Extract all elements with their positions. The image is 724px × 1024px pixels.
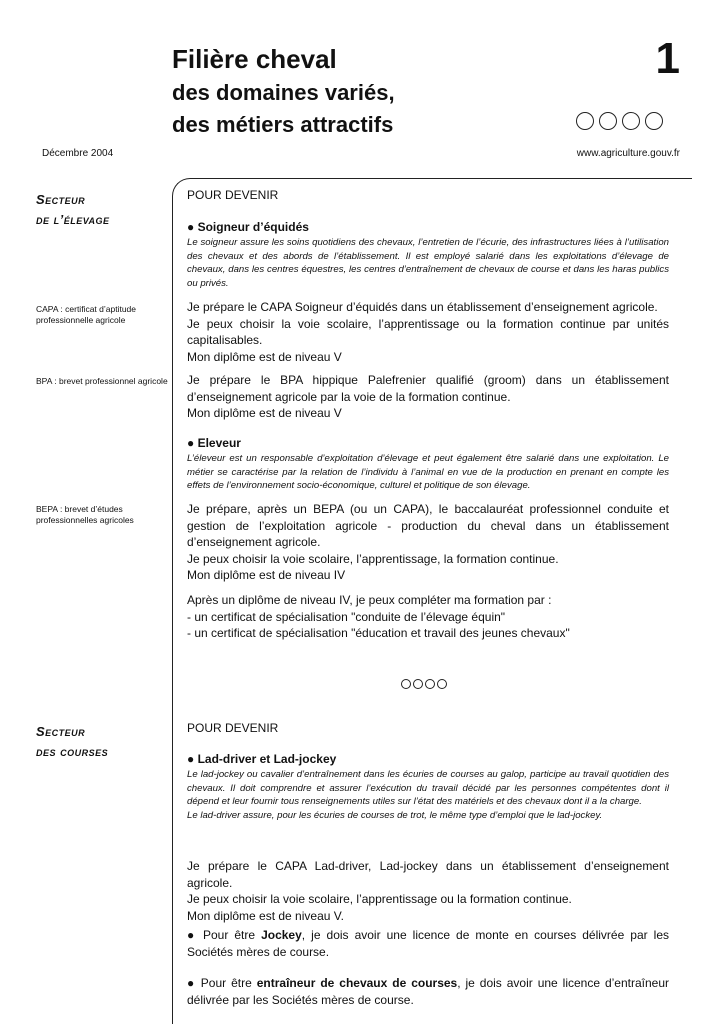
job-title-lad: ● Lad-driver et Lad-jockey	[187, 752, 337, 766]
circle-icon	[645, 112, 663, 130]
text-line: Mon diplôme est de niveau IV	[187, 568, 346, 583]
text-line: Mon diplôme est de niveau V	[187, 349, 342, 364]
page-title: Filière cheval	[172, 44, 337, 74]
text-line: Le lad-jockey ou cavalier d’entraînement dans les écuries de courses au galop, participe au travail quotidien des chevaux. Il doit comprendre et assurer l’exécution du travail décidé par les personnes compétentes dont il dépend et leur fournir tous renseignements utiles sur l’état des matériels et des chevaux dont il a la charge.	[187, 769, 669, 808]
text-line: Mon diplôme est de niveau V.	[187, 908, 344, 923]
sector-racing-heading	[36, 722, 108, 762]
job-title-soigneur: ● Soigneur d’équidés	[187, 220, 309, 234]
sector-label: des courses	[36, 744, 109, 759]
text-segment: , je dois avoir une licence d’entraîneur délivrée par les Sociétés mères de course.	[187, 976, 669, 1007]
circle-icon	[622, 112, 640, 130]
text-line: Après un diplôme de niveau IV, je peux compléter ma formation par :	[187, 593, 552, 607]
job-description-soigneur: Le soigneur assure les soins quotidiens des chevaux, l’entretien de l’écurie, des infrastructures liées à l’utilisation des chevaux et des abords de l’établissement. Il est employé salarié dans les exploitations d’élevage de chevaux, dans les centres équestres, les centres d’entraînement de chevaux de course et dans les haras publics ou privés.	[187, 237, 669, 289]
bold-term: Jockey	[261, 928, 302, 942]
circle-icon	[425, 679, 435, 689]
circle-icon	[437, 679, 447, 689]
lad-paragraph	[187, 858, 669, 924]
trainer-paragraph	[187, 975, 669, 1008]
text-line: Je prépare le CAPA Lad-driver, Lad-jockey dans un établissement d’enseignement agricole.	[187, 859, 669, 890]
text-segment: ● Pour être	[187, 976, 257, 990]
bold-term: entraîneur de chevaux de courses	[256, 976, 458, 990]
text-segment: , je dois avoir une licence de monte en courses délivrée par les Sociétés mères de course.	[187, 928, 669, 959]
text-line: Je peux choisir la voie scolaire, l’apprentissage ou la formation continue.	[187, 892, 572, 907]
subtitle-line-1: des domaines variés,	[172, 80, 395, 105]
section-divider-circles	[401, 679, 447, 689]
sector-label: de l’élevage	[36, 212, 110, 227]
circle-icon	[576, 112, 594, 130]
text-line: - un certificat de spécialisation "éducation et travail des jeunes chevaux"	[187, 626, 570, 641]
jockey-paragraph	[187, 927, 669, 960]
text-line: - un certificat de spécialisation "conduite de l’élevage équin"	[187, 609, 506, 624]
text-line: Mon diplôme est de niveau V	[187, 406, 342, 421]
circle-icon	[599, 112, 617, 130]
subtitle-line-2: des métiers attractifs	[172, 112, 394, 137]
sector-label: Secteur	[36, 724, 86, 739]
text-segment: ● Pour être	[187, 928, 262, 942]
note-bepa: BEPA : brevet d’études professionnelles agricoles	[36, 504, 134, 525]
sector-label: Secteur	[36, 192, 86, 207]
text-line: Je prépare le CAPA Soigneur d’équidés dans un établissement d’enseignement agricole.	[187, 300, 658, 314]
page-number: 1	[655, 34, 680, 83]
apres-paragraph	[187, 592, 669, 642]
job-description-eleveur: L’éleveur est un responsable d’exploitation d’élevage et peut également être salarié dans une exploitation. Le métier se caractérise par la relation de l’individu à l’animal en vue de la production en prenant en compte les effets de l’environnement socio-économique, culturel et politique de son élevage.	[187, 453, 669, 492]
website-link[interactable]: www.agriculture.gouv.fr	[576, 148, 680, 159]
note-capa: CAPA : certificat d’aptitude professionnelle agricole	[36, 304, 137, 325]
text-line: Je prépare, après un BEPA (ou un CAPA), le baccalauréat professionnel conduite et gestion de l’exploitation agricole - production du cheval dans un établissement d’enseignement agricole.	[187, 502, 669, 550]
text-line: Je prépare le BPA hippique Palefrenier qualifié (groom) dans un établissement d’enseignement agricole par la voie de la formation continue.	[187, 373, 669, 404]
circle-icon	[401, 679, 411, 689]
sector-breeding-heading	[36, 190, 110, 230]
pour-devenir-label: POUR DEVENIR	[187, 188, 279, 202]
job-title-eleveur: ● Eleveur	[187, 436, 241, 450]
text-line: Je peux choisir la voie scolaire, l’apprentissage, la formation continue.	[187, 551, 559, 566]
circle-icon	[413, 679, 423, 689]
bepa-paragraph	[187, 501, 669, 584]
capa-paragraph	[187, 299, 669, 365]
publication-date: Décembre 2004	[42, 148, 114, 159]
pour-devenir-label: POUR DEVENIR	[187, 721, 279, 735]
text-line: Je peux choisir la voie scolaire, l’apprentissage ou la formation continue par unités capitalisables.	[187, 316, 669, 348]
note-bpa: BPA : brevet professionnel agricole	[36, 376, 168, 386]
decorative-circles	[576, 112, 663, 130]
text-line: Le lad-driver assure, pour les écuries de courses de trot, le même type d’emploi que le lad-jockey.	[187, 809, 603, 821]
job-description-lad	[187, 768, 669, 822]
bpa-paragraph	[187, 372, 669, 422]
